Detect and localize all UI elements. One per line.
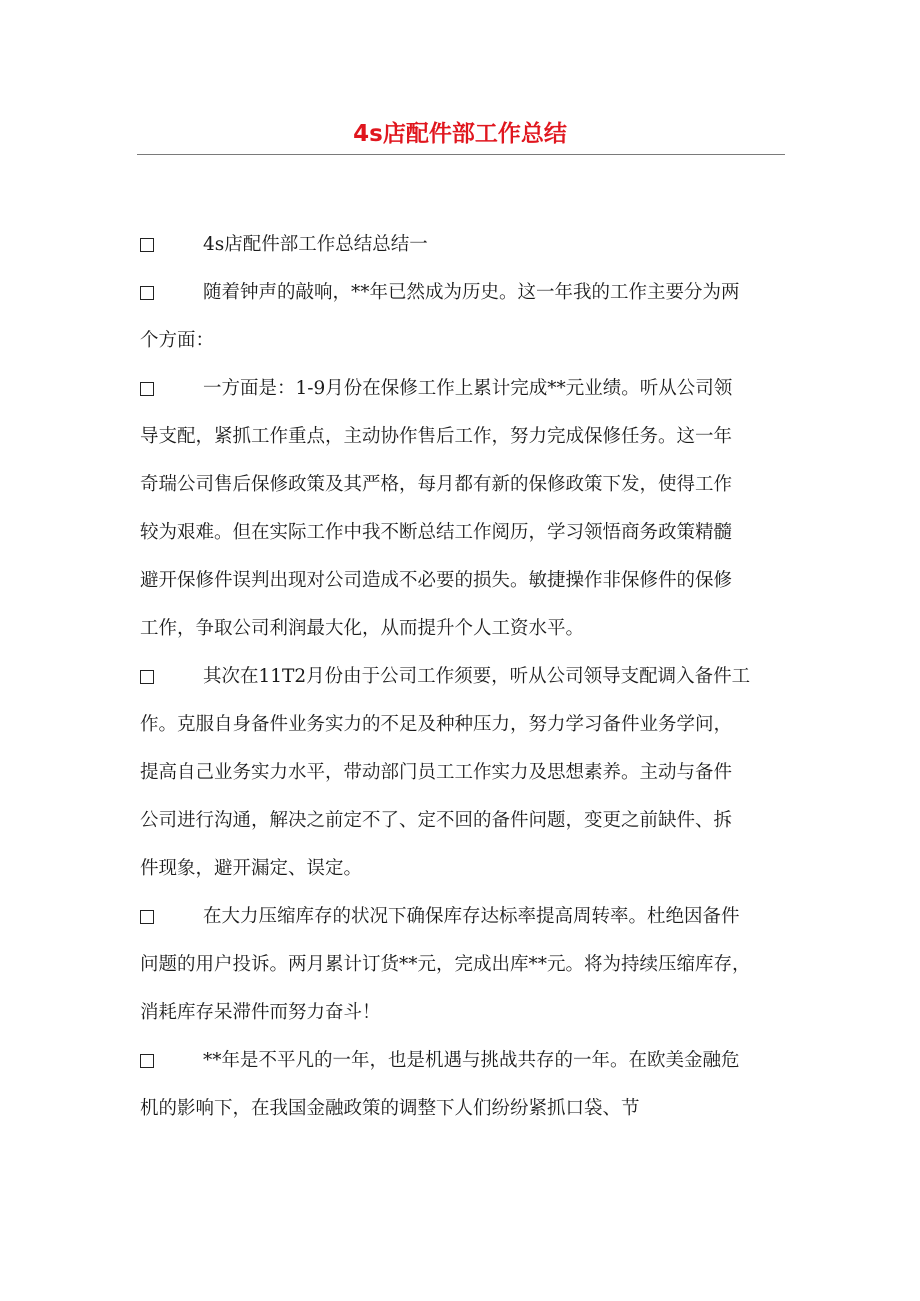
paragraph-line: 在大力压缩库存的状况下确保库存达标率提高周转率。杜绝因备件 [203,906,740,927]
checkbox-icon [140,670,154,684]
paragraph-line: 机的影响下，在我国金融政策的调整下人们纷纷紧抓口袋、节 [140,1098,640,1119]
checkbox-icon [140,1054,154,1068]
paragraph-line: 较为艰难。但在实际工作中我不断总结工作阅历，学习领悟商务政策精髓 [140,522,733,543]
checkbox-icon [140,286,154,300]
paragraph-line: 其次在11T2月份由于公司工作须要，听从公司领导支配调入备件工 [203,666,751,687]
paragraph-line: 个方面： [140,330,215,351]
paragraph-line: 作。克服自身备件业务实力的不足及种种压力，努力学习备件业务学问， [140,714,733,735]
paragraph-line: 件现象，避开漏定、误定。 [140,858,363,879]
paragraph-line: 奇瑞公司售后保修政策及其严格，每月都有新的保修政策下发，使得工作 [140,474,733,495]
paragraph-line: 提高自己业务实力水平，带动部门员工工作实力及思想素养。主动与备件 [140,762,733,783]
paragraph-line: 随着钟声的敲响，**年已然成为历史。这一年我的工作主要分为两 [203,282,740,303]
paragraph-line: 导支配，紧抓工作重点，主动协作售后工作，努力完成保修任务。这一年 [140,426,733,447]
paragraph-line: 一方面是：1-9月份在保修工作上累计完成**元业绩。听从公司领 [203,378,733,399]
document-title: 4s店配件部工作总结 [353,121,567,147]
paragraph-line: **年是不平凡的一年，也是机遇与挑战共存的一年。在欧美金融危 [203,1050,740,1071]
checkbox-icon [140,910,154,924]
title-divider [137,154,785,155]
paragraph-line: 问题的用户投诉。两月累计订货**元，完成出库**元。将为持续压缩库存， [140,954,751,975]
paragraph-line: 4s店配件部工作总结总结一 [203,234,428,255]
paragraph-line: 消耗库存呆滞件而努力奋斗！ [140,1002,381,1023]
paragraph-line: 避开保修件误判出现对公司造成不必要的损失。敏捷操作非保修件的保修 [140,570,733,591]
checkbox-icon [140,238,154,252]
checkbox-icon [140,382,154,396]
paragraph-line: 工作，争取公司利润最大化，从而提升个人工资水平。 [140,618,585,639]
paragraph-line: 公司进行沟通，解决之前定不了、定不回的备件问题，变更之前缺件、拆 [140,810,733,831]
